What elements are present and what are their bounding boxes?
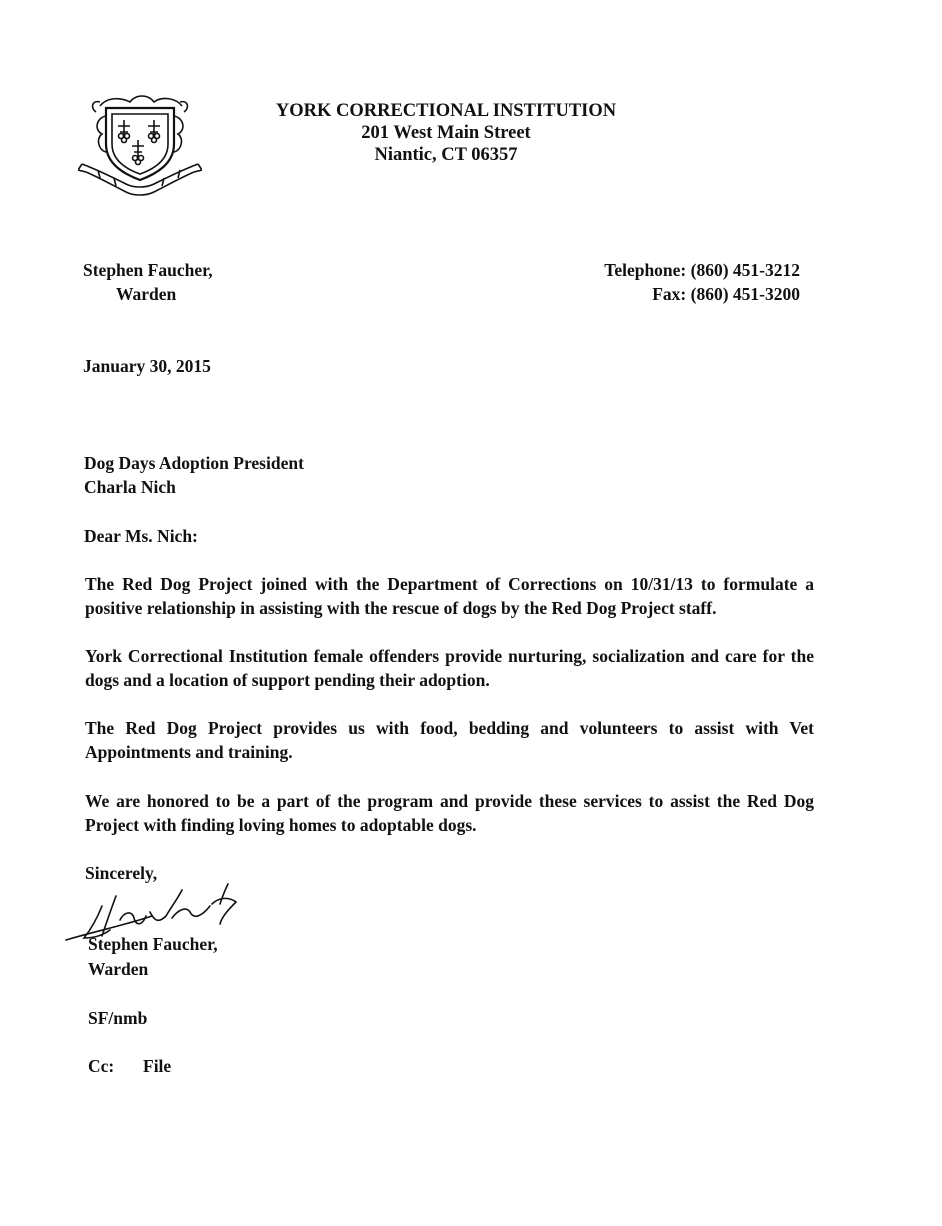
recipient-line-2: Charla Nich	[84, 477, 176, 497]
body-paragraph-2: York Correctional Institution female offenders provide nurturing, socialization and care for the dogs and a location of support pending their adoption.	[85, 646, 814, 690]
sender-name: Stephen Faucher,	[83, 260, 213, 280]
typed-signature-name: Stephen Faucher,	[88, 934, 218, 954]
telephone: Telephone: (860) 451-3212	[604, 260, 800, 280]
sender-title: Warden	[116, 284, 177, 304]
institution-street: 201 West Main Street	[361, 123, 531, 143]
cc-value: File	[143, 1056, 172, 1076]
salutation: Dear Ms. Nich:	[84, 526, 198, 546]
body-paragraph-3: The Red Dog Project provides us with food, bedding and volunteers to assist with Vet Appointments and training.	[85, 718, 814, 762]
body-paragraph-1: The Red Dog Project joined with the Department of Corrections on 10/31/13 to formulate a positive relationship in assisting with the rescue of dogs by the Red Dog Project staff.	[85, 574, 814, 618]
recipient-block	[84, 451, 304, 499]
fax: Fax: (860) 451-3200	[652, 284, 800, 304]
letterhead	[270, 100, 622, 166]
reference-initials: SF/nmb	[88, 1008, 148, 1028]
contact-block	[560, 258, 800, 306]
recipient-line-1: Dog Days Adoption President	[84, 453, 304, 473]
closing: Sincerely,	[85, 863, 158, 883]
cc-label: Cc:	[88, 1056, 115, 1076]
institution-name: YORK CORRECTIONAL INSTITUTION	[275, 101, 617, 121]
letter-date: January 30, 2015	[83, 356, 211, 376]
sender-block	[83, 258, 213, 306]
body-paragraph-4: We are honored to be a part of the program and provide these services to assist the Red Dog Project with finding loving homes to adoptable dogs.	[85, 791, 814, 835]
institution-city: Niantic, CT 06357	[374, 145, 518, 165]
typed-signature-title: Warden	[88, 959, 149, 979]
connecticut-state-seal-icon	[78, 92, 202, 200]
